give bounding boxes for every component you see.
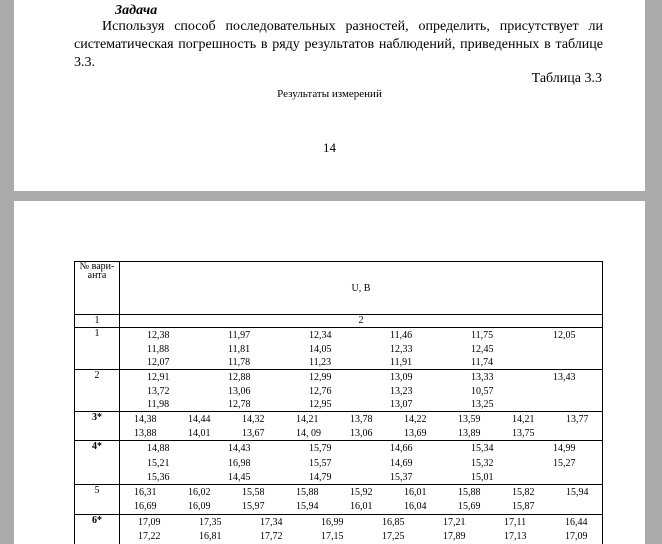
value: 16,09 — [188, 501, 211, 512]
value: 13,25 — [471, 399, 494, 410]
value: 16,98 — [228, 458, 251, 469]
table-row — [75, 515, 603, 544]
value: 15,58 — [242, 487, 265, 498]
value: 13,78 — [350, 414, 373, 425]
value: 17,09 — [138, 517, 161, 528]
value: 17,89 — [443, 531, 466, 542]
value: 15,69 — [458, 501, 481, 512]
value: 15,36 — [147, 472, 170, 483]
value: 16,04 — [404, 501, 427, 512]
value: 11,75 — [471, 330, 494, 341]
table-row — [75, 370, 603, 412]
variant-label: 5 — [75, 485, 120, 515]
value: 11,88 — [147, 344, 170, 355]
value: 12,45 — [471, 344, 494, 355]
value: 14,44 — [188, 414, 211, 425]
value: 11,97 — [228, 330, 251, 341]
table-row — [75, 485, 603, 515]
value: 16,99 — [321, 517, 344, 528]
value: 14,88 — [147, 443, 170, 454]
value: 12,33 — [390, 344, 413, 355]
value: 15,88 — [296, 487, 319, 498]
value: 12,91 — [147, 372, 170, 383]
value: 13,33 — [471, 372, 494, 383]
value: 14, 09 — [296, 428, 321, 439]
value: 13,09 — [390, 372, 413, 383]
voltage-header: U, В — [120, 262, 603, 315]
value: 12,38 — [147, 330, 170, 341]
value: 17,25 — [382, 531, 405, 542]
value: 10,57 — [471, 386, 494, 397]
value: 15,97 — [242, 501, 265, 512]
value: 15,37 — [390, 472, 413, 483]
variant-number-header: № вари-анта — [75, 262, 120, 315]
value: 17,15 — [321, 531, 344, 542]
value: 12,78 — [228, 399, 251, 410]
value: 11,23 — [309, 357, 332, 368]
value: 11,74 — [471, 357, 494, 368]
value: 14,21 — [512, 414, 535, 425]
value: 15,57 — [309, 458, 332, 469]
value: 14,22 — [404, 414, 427, 425]
variant-label: 4* — [75, 441, 120, 485]
variant-label: 6* — [75, 515, 120, 544]
value: 17,11 — [504, 517, 527, 528]
value: 13,59 — [458, 414, 481, 425]
task-heading: Задача — [115, 3, 158, 18]
value: 14,38 — [134, 414, 157, 425]
value: 14,05 — [309, 344, 332, 355]
value: 12,88 — [228, 372, 251, 383]
value: 13,77 — [566, 414, 589, 425]
value: 13,23 — [390, 386, 413, 397]
value: 14,43 — [228, 443, 251, 454]
value: 15,32 — [471, 458, 494, 469]
column-number-2: 2 — [120, 315, 603, 328]
page-2 — [14, 201, 645, 544]
value: 14,99 — [553, 443, 576, 454]
table-caption: Результаты измерений — [277, 88, 382, 100]
value: 15,94 — [566, 487, 589, 498]
value: 16,02 — [188, 487, 211, 498]
value: 14,66 — [390, 443, 413, 454]
column-number-row — [75, 315, 603, 328]
values-cell — [120, 485, 603, 515]
variant-label: 1 — [75, 328, 120, 370]
values-cell — [120, 515, 603, 544]
value: 13,72 — [147, 386, 170, 397]
value: 11,91 — [390, 357, 413, 368]
table-row — [75, 328, 603, 370]
value: 14,79 — [309, 472, 332, 483]
value: 17,35 — [199, 517, 222, 528]
value: 17,09 — [565, 531, 588, 542]
table-number: Таблица 3.3 — [531, 71, 602, 86]
value: 14,01 — [188, 428, 211, 439]
value: 13,06 — [228, 386, 251, 397]
table-header-row — [75, 262, 603, 315]
value: 16,44 — [565, 517, 588, 528]
value: 11,46 — [390, 330, 413, 341]
value: 12,05 — [553, 330, 576, 341]
value: 12,76 — [309, 386, 332, 397]
value: 11,78 — [228, 357, 251, 368]
table-row — [75, 441, 603, 485]
value: 12,34 — [309, 330, 332, 341]
value: 14,45 — [228, 472, 251, 483]
value: 13,07 — [390, 399, 413, 410]
values-cell — [120, 370, 603, 412]
values-cell — [120, 441, 603, 485]
value: 12,95 — [309, 399, 332, 410]
value: 13,06 — [350, 428, 373, 439]
column-number-1: 1 — [75, 315, 120, 328]
value: 15,01 — [471, 472, 494, 483]
value: 15,88 — [458, 487, 481, 498]
value: 15,87 — [512, 501, 535, 512]
value: 17,72 — [260, 531, 283, 542]
value: 16,81 — [199, 531, 222, 542]
measurements-table — [74, 261, 603, 544]
value: 13,43 — [553, 372, 576, 383]
variant-label: 3* — [75, 412, 120, 441]
value: 15,94 — [296, 501, 319, 512]
value: 13,89 — [458, 428, 481, 439]
value: 16,01 — [350, 501, 373, 512]
value: 13,69 — [404, 428, 427, 439]
value: 17,13 — [504, 531, 527, 542]
value: 15,92 — [350, 487, 373, 498]
value: 12,99 — [309, 372, 332, 383]
value: 13,75 — [512, 428, 535, 439]
value: 13,88 — [134, 428, 157, 439]
page-number: 14 — [323, 140, 336, 155]
task-paragraph: Используя способ последовательных разностей, определить, присутствует ли систематическая погрешность в ряду результатов наблюдений, приведенных в таблице 3.3. — [74, 19, 603, 70]
value: 11,98 — [147, 399, 170, 410]
value: 16,31 — [134, 487, 157, 498]
page-1 — [14, 0, 645, 191]
values-cell — [120, 328, 603, 370]
value: 14,69 — [390, 458, 413, 469]
value: 14,21 — [296, 414, 319, 425]
value: 16,69 — [134, 501, 157, 512]
value: 17,22 — [138, 531, 161, 542]
value: 15,79 — [309, 443, 332, 454]
table-row — [75, 412, 603, 441]
value: 15,21 — [147, 458, 170, 469]
variant-label: 2 — [75, 370, 120, 412]
value: 15,82 — [512, 487, 535, 498]
value: 16,01 — [404, 487, 427, 498]
value: 12,07 — [147, 357, 170, 368]
value: 16,85 — [382, 517, 405, 528]
value: 17,21 — [443, 517, 466, 528]
value: 13,67 — [242, 428, 265, 439]
value: 15,27 — [553, 458, 576, 469]
value: 17,34 — [260, 517, 283, 528]
value: 15,34 — [471, 443, 494, 454]
values-cell — [120, 412, 603, 441]
value: 14,32 — [242, 414, 265, 425]
value: 11,81 — [228, 344, 251, 355]
